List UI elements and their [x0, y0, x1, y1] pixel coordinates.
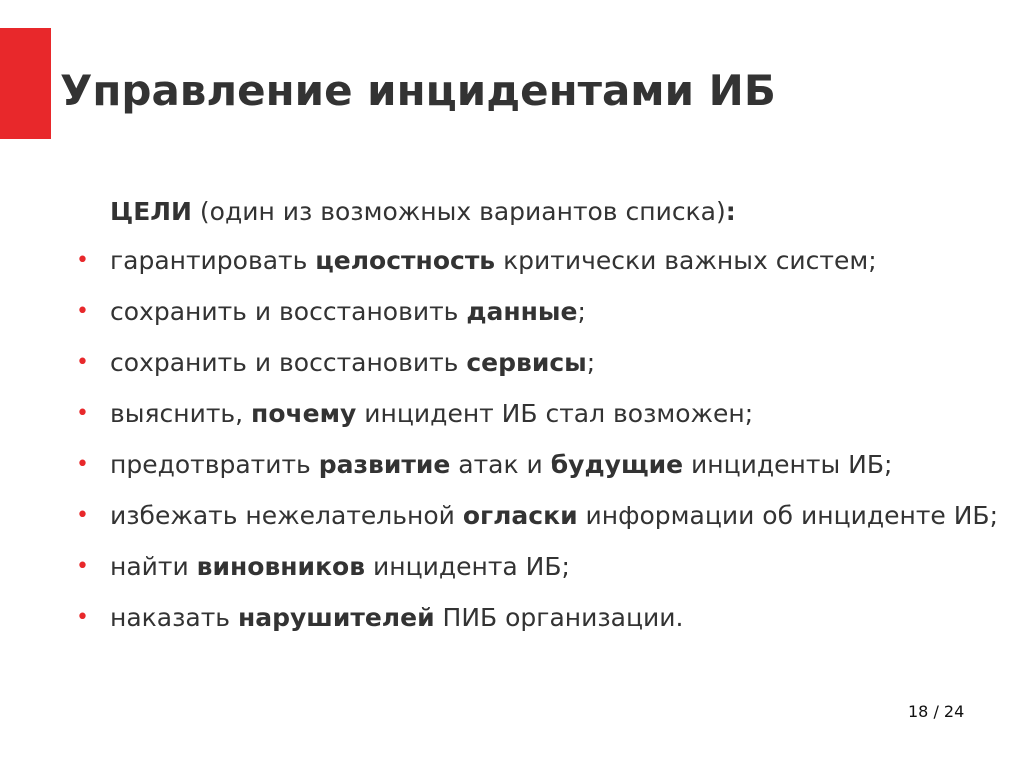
goal-text — [110, 397, 1006, 431]
goal-text-part: инцидента ИБ; — [365, 552, 570, 581]
goals-label: ЦЕЛИ — [110, 197, 192, 226]
slide-title: Управление инцидентами ИБ — [60, 66, 776, 115]
bullet-icon: • — [76, 554, 89, 579]
goal-keyword: целостность — [315, 246, 496, 275]
bullet-icon: • — [76, 401, 89, 426]
goal-text — [110, 601, 1006, 635]
bullet-icon: • — [76, 299, 89, 324]
bullet-icon: • — [76, 248, 89, 273]
goal-item — [76, 499, 1006, 533]
goal-text-part: атак и — [450, 450, 551, 479]
goal-item — [76, 397, 1006, 431]
goal-item — [76, 295, 1006, 329]
goal-text-part: наказать — [110, 603, 238, 632]
bullet-icon: • — [76, 503, 89, 528]
goal-text-part: сохранить и восстановить — [110, 297, 467, 326]
goal-keyword: нарушителей — [237, 603, 435, 632]
bullet-icon: • — [76, 605, 89, 630]
goal-text-part: найти — [110, 552, 197, 581]
goal-text-part: информации об инциденте ИБ; — [577, 501, 999, 530]
goal-text — [110, 244, 1006, 278]
goal-keyword: сервисы — [466, 348, 587, 377]
goal-keyword: будущие — [550, 450, 684, 479]
goal-text — [110, 346, 1006, 380]
goals-note: (один из возможных вариантов списка) — [191, 197, 726, 226]
accent-bar — [0, 28, 51, 139]
goal-text-part: критически важных систем; — [495, 246, 877, 275]
goal-keyword: данные — [466, 297, 578, 326]
goal-text-part: избежать нежелательной — [110, 501, 463, 530]
goal-text-part: ПИБ организации. — [434, 603, 684, 632]
bullet-icon: • — [76, 350, 89, 375]
goal-item — [76, 550, 1006, 584]
goals-colon: : — [725, 197, 736, 226]
goal-keyword: развитие — [318, 450, 451, 479]
goal-text-part: ; — [586, 348, 596, 377]
goal-item — [76, 244, 1006, 278]
bullet-icon: • — [76, 452, 89, 477]
goal-text-part: предотвратить — [110, 450, 319, 479]
goal-text-part: инцидент ИБ стал возможен; — [356, 399, 754, 428]
goal-item — [76, 601, 1006, 635]
goal-keyword: почему — [251, 399, 357, 428]
goal-text — [110, 550, 1006, 584]
goal-item — [76, 448, 1006, 482]
goal-keyword: огласки — [462, 501, 578, 530]
goal-text-part: ; — [577, 297, 586, 326]
goal-text — [110, 499, 1006, 533]
slide-content — [76, 195, 1006, 652]
page-number: 18 / 24 — [908, 702, 965, 721]
goal-text — [110, 448, 1006, 482]
goal-text-part: инциденты ИБ; — [683, 450, 893, 479]
goal-text-part: выяснить, — [110, 399, 252, 428]
goals-heading — [76, 195, 1006, 229]
goal-text-part: гарантировать — [110, 246, 316, 275]
goal-keyword: виновников — [196, 552, 366, 581]
goal-text — [110, 295, 1006, 329]
goal-item — [76, 346, 1006, 380]
goal-text-part: сохранить и восстановить — [110, 348, 467, 377]
